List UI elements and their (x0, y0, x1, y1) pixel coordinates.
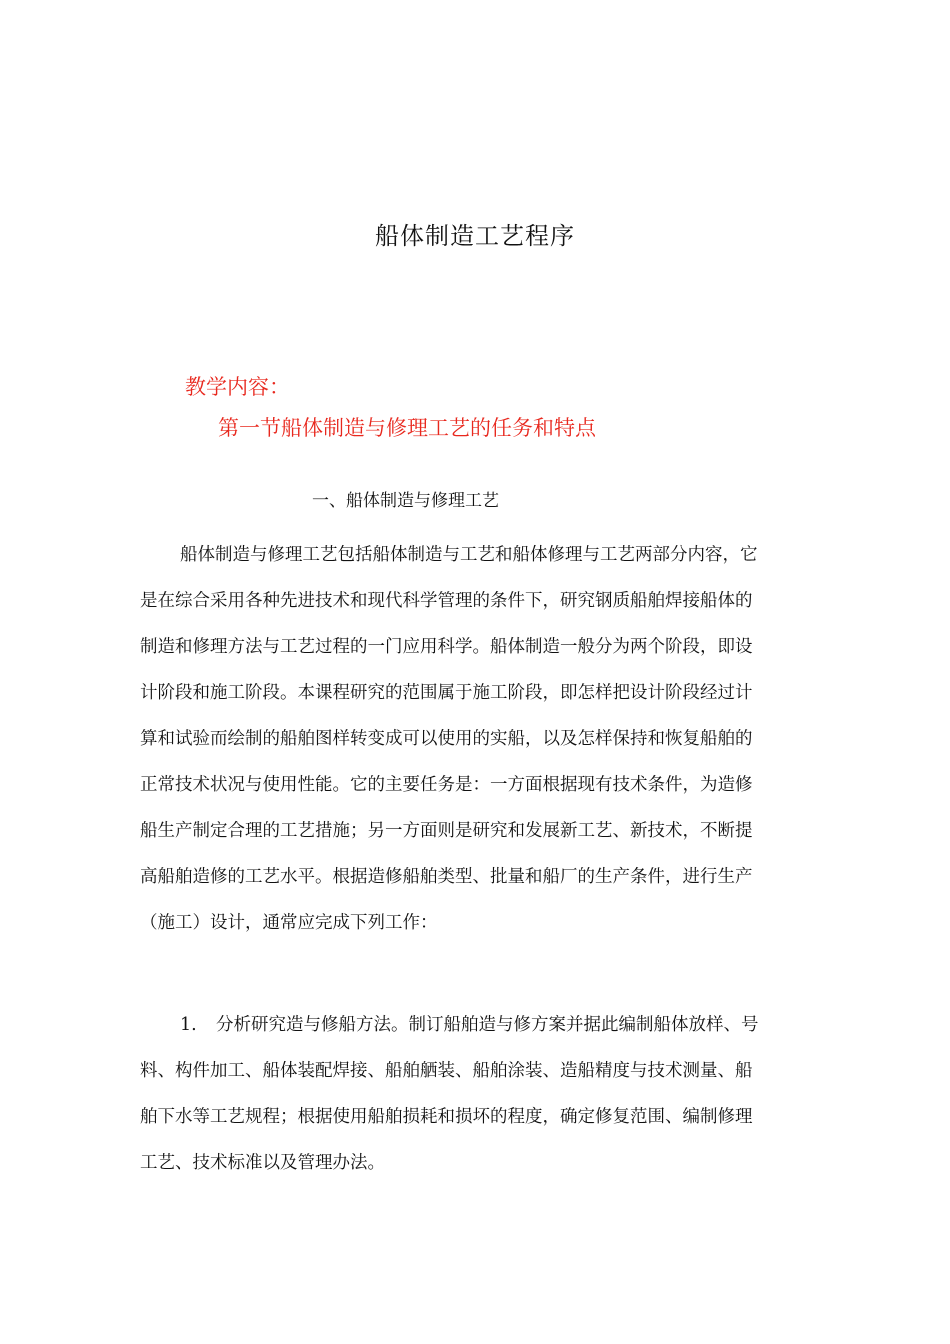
paragraph-line: 是在综合采用各种先进技术和现代科学管理的条件下，研究钢质船舶焊接船体的 (140, 591, 753, 611)
list-item-text: 分析研究造与修船方法。制订船舶造与修方案并据此编制船体放样、号 (216, 1015, 759, 1035)
paragraph-line: 舶下水等工艺规程；根据使用船舶损耗和损坏的程度，确定修复范围、编制修理 (140, 1107, 753, 1127)
paragraph-line: 制造和修理方法与工艺过程的一门应用科学。船体制造一般分为两个阶段，即设 (140, 637, 753, 657)
document-title: 船体制造工艺程序 (375, 222, 575, 250)
list-item-1 (140, 1002, 818, 1186)
teaching-content-label: 教学内容： (185, 375, 290, 399)
paragraph-line: 船体制造与修理工艺包括船体制造与工艺和船体修理与工艺两部分内容，它 (180, 545, 758, 565)
paragraph-1 (140, 532, 818, 946)
list-item-number: 1. (180, 1015, 197, 1035)
list-item-first-line (140, 1002, 818, 1048)
section-heading: 第一节船体制造与修理工艺的任务和特点 (218, 416, 596, 440)
paragraph-line: 料、构件加工、船体装配焊接、船舶舾装、船舶涂装、造船精度与技术测量、船 (140, 1061, 753, 1081)
paragraph-line: 工艺、技术标准以及管理办法。 (140, 1153, 385, 1173)
paragraph-line: 船生产制定合理的工艺措施；另一方面则是研究和发展新工艺、新技术，不断提 (140, 821, 753, 841)
sub-heading: 一、船体制造与修理工艺 (312, 491, 499, 511)
paragraph-line: 高船舶造修的工艺水平。根据造修船舶类型、批量和船厂的生产条件，进行生产 (140, 867, 753, 887)
paragraph-line: 计阶段和施工阶段。本课程研究的范围属于施工阶段，即怎样把设计阶段经过计 (140, 683, 753, 703)
paragraph-line: （施工）设计，通常应完成下列工作： (140, 913, 438, 933)
paragraph-line: 正常技术状况与使用性能。它的主要任务是：一方面根据现有技术条件，为造修 (140, 775, 753, 795)
paragraph-line: 算和试验而绘制的船舶图样转变成可以使用的实船，以及怎样保持和恢复船舶的 (140, 729, 753, 749)
